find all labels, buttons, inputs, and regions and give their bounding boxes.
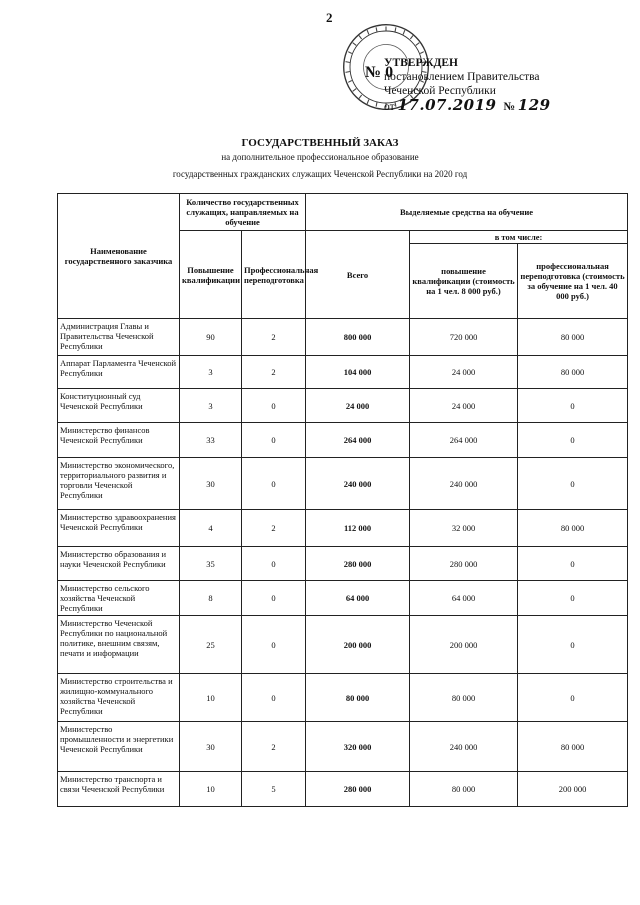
cell-qualification-cost: 720 000 [410, 319, 518, 356]
cell-qualification-cost: 32 000 [410, 510, 518, 547]
cell-qualification-count: 4 [180, 510, 242, 547]
cell-agency: Министерство экономического, территориального развития и торговли Чеченской Республики [58, 458, 180, 510]
cell-retraining-count: 2 [242, 510, 306, 547]
cell-retraining-count: 0 [242, 547, 306, 581]
table-row [58, 616, 628, 674]
cell-agency: Министерство образования и науки Чеченской Республики [58, 547, 180, 581]
cell-retraining-cost: 0 [518, 547, 628, 581]
header-retrain-cost: профессиональная переподготовка (стоимость за обучение на 1 чел. 40 000 руб.) [518, 244, 628, 319]
cell-agency: Министерство здравоохранения Чеченской Республики [58, 510, 180, 547]
state-order-table [57, 193, 628, 807]
approval-line2: Чеченской Республики [384, 85, 496, 97]
document-subtitle-2: государственных гражданских служащих Чеченской Республики на 2020 год [172, 169, 468, 179]
cell-total: 320 000 [306, 722, 410, 772]
cell-retraining-cost: 0 [518, 581, 628, 616]
cell-qualification-cost: 200 000 [410, 616, 518, 674]
page-number: 2 [326, 10, 333, 25]
cell-qualification-count: 30 [180, 722, 242, 772]
cell-qualification-cost: 280 000 [410, 547, 518, 581]
cell-retraining-count: 2 [242, 722, 306, 772]
cell-retraining-cost: 200 000 [518, 772, 628, 807]
cell-retraining-cost: 80 000 [518, 319, 628, 356]
table-row [58, 389, 628, 423]
document-subtitle-1: на дополнительное профессиональное образование [221, 152, 419, 162]
cell-total: 24 000 [306, 389, 410, 423]
cell-qualification-count: 10 [180, 772, 242, 807]
cell-total: 200 000 [306, 616, 410, 674]
approval-date-prefix: от [384, 101, 395, 113]
table-row [58, 319, 628, 356]
approval-date-line [384, 98, 624, 114]
approval-block [384, 56, 624, 114]
cell-total: 64 000 [306, 581, 410, 616]
approval-number-sign: № [503, 101, 515, 113]
cell-retraining-count: 2 [242, 319, 306, 356]
table-row [58, 722, 628, 772]
cell-retraining-count: 2 [242, 356, 306, 389]
header-count-group: Количество государственных служащих, направляемых на обучение [180, 194, 306, 231]
cell-agency: Администрация Главы и Правительства Чеченской Республики [58, 319, 180, 356]
cell-qualification-count: 25 [180, 616, 242, 674]
table-row [58, 674, 628, 722]
cell-agency: Министерство финансов Чеченской Республики [58, 423, 180, 458]
header-retraining: Профессиональная переподготовка [242, 231, 306, 319]
cell-total: 800 000 [306, 319, 410, 356]
table-row [58, 772, 628, 807]
cell-retraining-cost: 80 000 [518, 356, 628, 389]
header-including: в том числе: [410, 231, 628, 244]
cell-total: 240 000 [306, 458, 410, 510]
cell-qualification-cost: 80 000 [410, 674, 518, 722]
cell-qualification-cost: 80 000 [410, 772, 518, 807]
cell-total: 264 000 [306, 423, 410, 458]
cell-retraining-count: 5 [242, 772, 306, 807]
cell-total: 104 000 [306, 356, 410, 389]
cell-retraining-cost: 80 000 [518, 722, 628, 772]
cell-qualification-cost: 240 000 [410, 458, 518, 510]
cell-retraining-cost: 0 [518, 389, 628, 423]
table-row [58, 510, 628, 547]
table-row [58, 423, 628, 458]
cell-agency: Министерство промышленности и энергетики Чеченской Республики [58, 722, 180, 772]
cell-retraining-cost: 0 [518, 423, 628, 458]
cell-retraining-count: 0 [242, 581, 306, 616]
table-row [58, 356, 628, 389]
cell-qualification-count: 35 [180, 547, 242, 581]
table-body [58, 319, 628, 807]
cell-agency: Министерство транспорта и связи Чеченской Республики [58, 772, 180, 807]
cell-total: 280 000 [306, 547, 410, 581]
header-customer: Наименование государственного заказчика [58, 194, 180, 319]
cell-retraining-cost: 0 [518, 458, 628, 510]
table-row [58, 458, 628, 510]
cell-total: 112 000 [306, 510, 410, 547]
header-funds-group: Выделяемые средства на обучение [306, 194, 628, 231]
seal-number: № 0 [365, 64, 394, 81]
table-row [58, 581, 628, 616]
cell-qualification-count: 3 [180, 389, 242, 423]
cell-total: 280 000 [306, 772, 410, 807]
cell-retraining-cost: 80 000 [518, 510, 628, 547]
cell-retraining-count: 0 [242, 389, 306, 423]
cell-qualification-count: 90 [180, 319, 242, 356]
cell-agency: Министерство сельского хозяйства Чеченской Республики [58, 581, 180, 616]
header-total: Всего [306, 231, 410, 319]
approval-date: 17.07.2019 [397, 96, 497, 114]
cell-qualification-count: 3 [180, 356, 242, 389]
header-qual-cost: повышение квалификации (стоимость на 1 чел. 8 000 руб.) [410, 244, 518, 319]
table-row [58, 547, 628, 581]
approval-title: УТВЕРЖДЕН [384, 57, 458, 69]
approval-line1: постановлением Правительства [384, 71, 540, 83]
cell-retraining-count: 0 [242, 616, 306, 674]
cell-agency: Министерство Чеченской Республики по национальной политике, внешним связям, печати и информации [58, 616, 180, 674]
cell-qualification-cost: 24 000 [410, 356, 518, 389]
cell-qualification-cost: 24 000 [410, 389, 518, 423]
cell-qualification-count: 10 [180, 674, 242, 722]
cell-qualification-cost: 64 000 [410, 581, 518, 616]
cell-agency: Конституционный суд Чеченской Республики [58, 389, 180, 423]
cell-qualification-count: 30 [180, 458, 242, 510]
cell-retraining-count: 0 [242, 674, 306, 722]
document-title: ГОСУДАРСТВЕННЫЙ ЗАКАЗ [241, 137, 399, 149]
cell-qualification-cost: 240 000 [410, 722, 518, 772]
approval-number: 129 [517, 96, 551, 114]
cell-retraining-count: 0 [242, 423, 306, 458]
cell-total: 80 000 [306, 674, 410, 722]
cell-retraining-cost: 0 [518, 674, 628, 722]
cell-retraining-cost: 0 [518, 616, 628, 674]
cell-qualification-count: 8 [180, 581, 242, 616]
cell-qualification-cost: 264 000 [410, 423, 518, 458]
cell-retraining-count: 0 [242, 458, 306, 510]
header-qualification: Повышение квалификации [180, 231, 242, 319]
cell-qualification-count: 33 [180, 423, 242, 458]
cell-agency: Аппарат Парламента Чеченской Республики [58, 356, 180, 389]
cell-agency: Министерство строительства и жилищно-коммунального хозяйства Чеченской Республики [58, 674, 180, 722]
